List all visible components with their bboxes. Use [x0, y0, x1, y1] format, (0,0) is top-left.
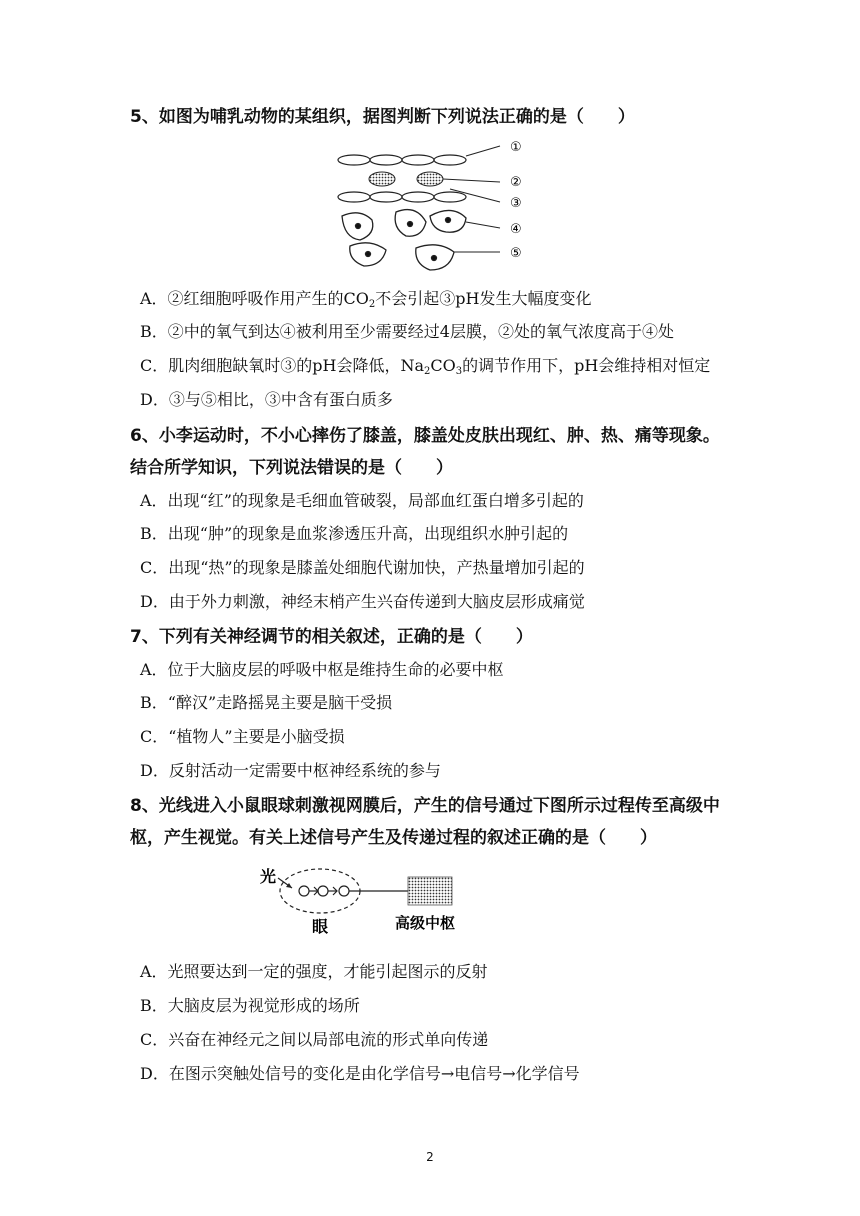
q7-option-c: C．“植物人”主要是小脑受损	[140, 727, 345, 746]
q6-option-b: B．出现“肿”的现象是血浆渗透压升高，出现组织水肿引起的	[140, 524, 569, 543]
q8-option-d: D．在图示突触处信号的变化是由化学信号→电信号→化学信号	[140, 1064, 580, 1083]
higher-center-block	[408, 877, 452, 905]
question-7-stem: 7、下列有关神经调节的相关叙述，正确的是（ ）	[130, 627, 533, 647]
red-blood-cell	[369, 172, 395, 186]
q7-option-d: D．反射活动一定需要中枢神经系统的参与	[140, 761, 441, 780]
question-5-stem: 5、如图为哺乳动物的某组织，据图判断下列说法正确的是（ ）	[130, 107, 635, 127]
q5-option-b: B．②中的氧气到达④被利用至少需要经过4层膜，②处的氧气浓度高于④处	[140, 322, 674, 341]
eye-label: 眼	[312, 917, 329, 936]
capillary-wall-bottom	[338, 192, 466, 202]
q5-option-c: C．肌肉细胞缺氧时③的pH会降低，$Na_2CO_3$的调节作用下，pH会维持相对恒定	[140, 356, 711, 377]
light-label: 光	[260, 867, 277, 886]
q6-option-a: A．出现“红”的现象是毛细血管破裂，局部血红蛋白增多引起的	[140, 491, 584, 510]
question-8-stem-line1: 8、光线进入小鼠眼球刺激视网膜后，产生的信号通过下图所示过程传至高级中	[130, 796, 720, 816]
tissue-cells	[342, 210, 466, 270]
question-6-stem-line1: 6、小李运动时，不小心摔伤了膝盖，膝盖处皮肤出现红、肿、热、痛等现象。	[130, 426, 720, 446]
q6-option-c: C．出现“热”的现象是膝盖处细胞代谢加快，产热量增加引起的	[140, 558, 585, 577]
q5-option-d: D．③与⑤相比，③中含有蛋白质多	[140, 390, 393, 409]
q8-option-a: A．光照要达到一定的强度，才能引起图示的反射	[140, 962, 488, 981]
q7-option-a: A．位于大脑皮层的呼吸中枢是维持生命的必要中枢	[140, 660, 504, 679]
visual-pathway-diagram	[258, 862, 468, 938]
label-1: ①	[510, 140, 522, 155]
q8-option-b: B．大脑皮层为视觉形成的场所	[140, 996, 360, 1015]
q6-option-d: D．由于外力刺激，神经末梢产生兴奋传递到大脑皮层形成痛觉	[140, 592, 585, 611]
page-number: 2	[426, 1150, 434, 1164]
capillary-wall-top	[338, 155, 466, 165]
higher-center-label: 高级中枢	[395, 914, 456, 932]
label-3: ③	[510, 196, 522, 211]
question-8-stem-line2: 枢，产生视觉。有关上述信号产生及传递过程的叙述正确的是（ ）	[130, 828, 657, 848]
eye-outline	[280, 869, 360, 913]
q8-option-c: C．兴奋在神经元之间以局部电流的形式单向传递	[140, 1030, 489, 1049]
neuron-chain	[299, 886, 408, 896]
red-blood-cell	[417, 172, 443, 186]
question-6-stem-line2: 结合所学知识，下列说法错误的是（ ）	[130, 458, 453, 478]
label-2: ②	[510, 175, 522, 190]
label-4: ④	[510, 222, 522, 237]
tissue-diagram	[330, 134, 540, 274]
q7-option-b: B．“醉汉”走路摇晃主要是脑干受损	[140, 693, 393, 712]
label-5: ⑤	[510, 246, 522, 261]
q5-option-a: A．②红细胞呼吸作用产生的$CO_2$不会引起③pH发生大幅度变化	[140, 289, 592, 310]
